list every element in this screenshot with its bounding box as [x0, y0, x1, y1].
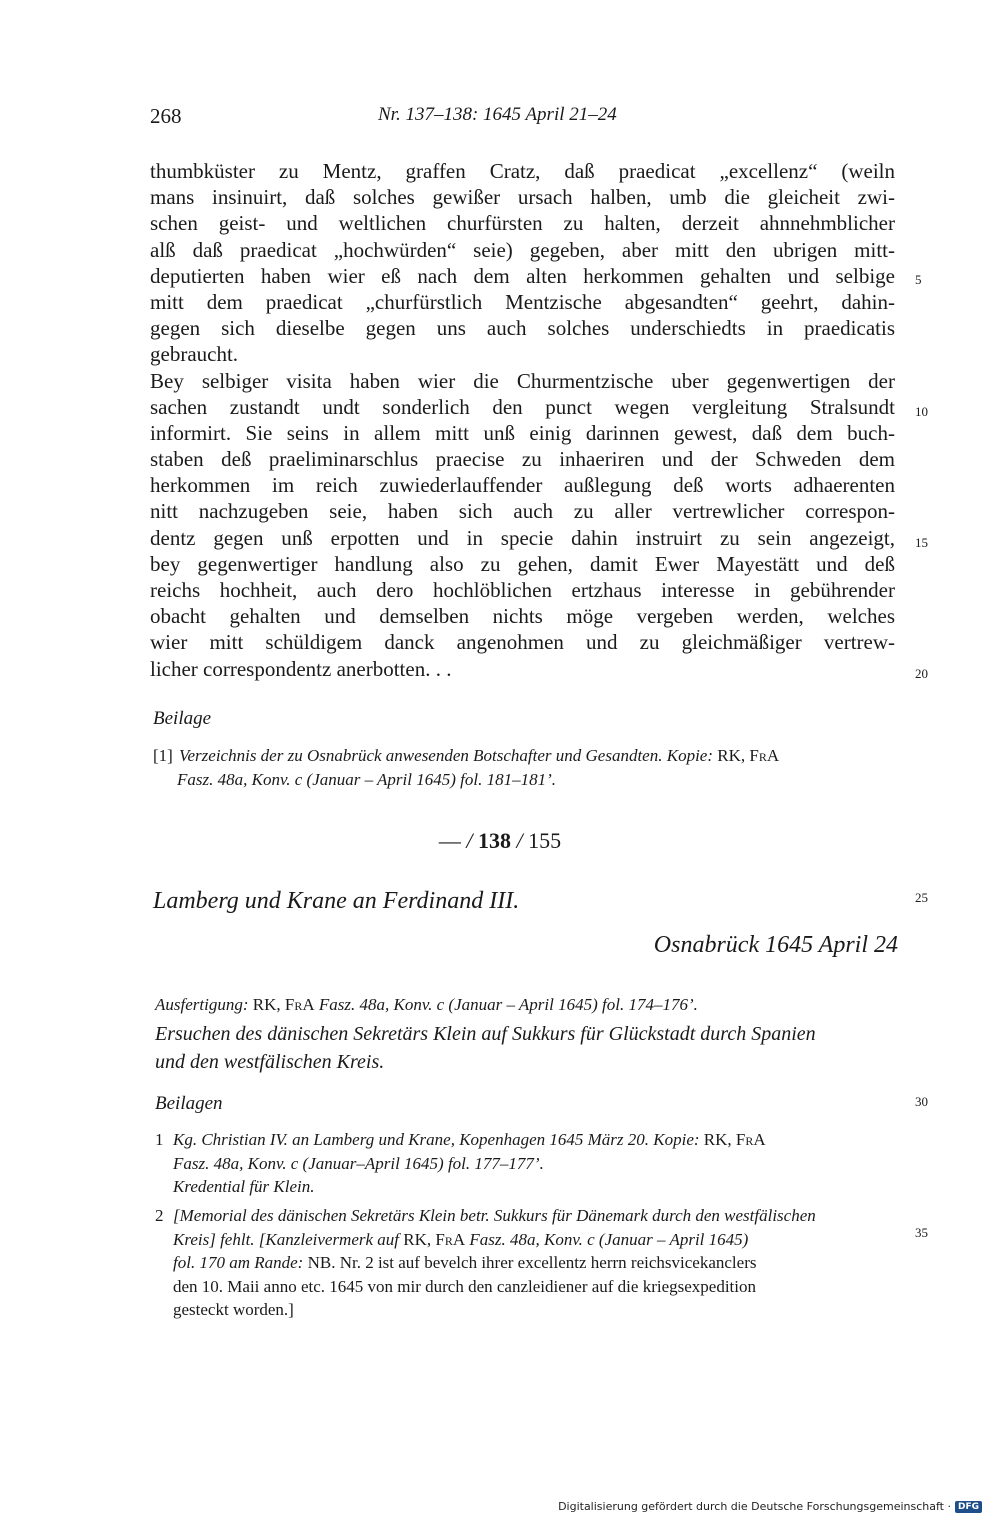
archive-fra: FrA	[284, 995, 315, 1014]
body-line: gegen sich dieselbe gegen uns auch solches underschiedts in praedicatis	[150, 316, 895, 341]
beilagen-item-line: [Memorial des dänischen Sekretärs Klein betr. Sukkurs für Dänemark durch den westfälischen	[173, 1206, 816, 1225]
page-number: 268	[150, 104, 182, 128]
body-line: thumbküster zu Mentz, graffen Cratz, daß praedicat „excellenz“ (weiln	[150, 159, 895, 183]
archive-rk: RK,	[403, 1229, 432, 1249]
beilagen-item-line: gesteckt worden.]	[173, 1300, 294, 1319]
beilagen-item-line: den 10. Maii anno etc. 1645 von mir durch den canzleidiener auf die kriegsexpedition	[173, 1276, 757, 1296]
beilage-entry-line	[179, 744, 898, 768]
beilagen-item-line	[173, 1228, 900, 1252]
line-number-20: 20	[915, 666, 928, 681]
beilagen-item-line	[173, 1251, 900, 1275]
beilagen-item-line	[173, 1128, 900, 1152]
body-line: licher correspondentz anerbotten. . .	[150, 656, 452, 681]
body-line: bey gegenwertiger handlung also zu gehen, damit Ewer Mayestätt und deß	[150, 551, 895, 576]
line-number-30: 30	[915, 1094, 928, 1109]
beilagen-item-number: 1	[155, 1130, 164, 1149]
body-line: sachen zustandt undt sonderlich den punct wegen vergleitung Stralsundt	[150, 394, 895, 419]
beilagen-item-annotation: NB. Nr. 2 ist auf bevelch ihrer excellentz herrn reichsvicekanclers	[307, 1253, 757, 1272]
document-place-date: Osnabrück 1645 April 24	[653, 932, 898, 958]
body-line: gebraucht.	[150, 342, 239, 367]
document-title: Lamberg und Krane an Ferdinand III.	[153, 888, 520, 914]
body-line: nitt nachzugeben seie, haben sich auch zu aller vertrewlicher correspon-	[150, 499, 895, 524]
beilagen-item-line: Fasz. 48a, Konv. c (Januar–April 1645) fol. 177–177’.	[173, 1153, 544, 1173]
body-line: mans insinuirt, daß solches gewißer ursach halben, umb die gleicheit zwi-	[150, 185, 895, 210]
body-line: Bey selbiger visita haben wier die Churmentzische uber gegenwertigen der	[150, 368, 895, 393]
beilagen-item-description: Kg. Christian IV. an Lamberg und Krane, Kopenhagen 1645 März 20. Kopie:	[173, 1130, 700, 1149]
archive-fra: FrA	[735, 1130, 766, 1149]
line-number-25: 25	[915, 890, 928, 905]
footer	[558, 1500, 982, 1513]
regest-line: Ersuchen des dänischen Sekretärs Klein auf Sukkurs für Glückstadt durch Spanien	[155, 1023, 816, 1045]
line-number-15: 15	[915, 535, 928, 550]
doc-number-ref: 155	[528, 828, 562, 853]
line-number-35: 35	[915, 1225, 928, 1240]
beilagen-item-number: 2	[155, 1206, 164, 1225]
ausfertigung-label: Ausfertigung:	[155, 995, 249, 1014]
body-line: informirt. Sie seins in allem mitt unß einig darinnen gewest, daß dem buch-	[150, 420, 895, 445]
body-line: herkommen im reich zuwiederlauffender außlegung deß worts adhaerenten	[150, 473, 895, 498]
beilage-entry-description: Verzeichnis der zu Osnabrück anwesenden Botschafter und Gesandten. Kopie:	[179, 746, 713, 765]
beilagen-item-2	[155, 1204, 900, 1322]
archive-fra: FrA	[435, 1229, 466, 1249]
document-number	[0, 828, 1000, 854]
beilagen-item-line: Kredential für Klein.	[173, 1177, 315, 1196]
beilage-entry-number: [1]	[153, 746, 173, 765]
footer-text: Digitalisierung gefördert durch die Deutsche Forschungsgemeinschaft ·	[558, 1500, 951, 1513]
archive-fra: FrA	[749, 746, 780, 765]
body-line: alß daß praedicat „hochwürden“ seie) gegeben, aber mitt den ubrigen mitt-	[150, 237, 895, 262]
body-line: obacht gehalten und demselben nichts möge vergeben werden, welches	[150, 604, 895, 629]
body-line: dentz gegen unß erpotten und in specie dahin instruirt zu sein angezeigt,	[150, 525, 895, 550]
beilagen-item-location: Fasz. 48a, Konv. c (Januar – April 1645)	[469, 1229, 749, 1249]
doc-number-main: 138	[478, 828, 511, 853]
dfg-logo-icon: DFG	[955, 1501, 982, 1513]
beilage-entry-line: Fasz. 48a, Konv. c (Januar – April 1645) fol. 181–181’.	[177, 770, 557, 789]
running-head: Nr. 137–138: 1645 April 21–24	[378, 104, 617, 125]
ausfertigung-location: Fasz. 48a, Konv. c (Januar – April 1645) fol. 174–176’.	[318, 995, 698, 1014]
archive-rk: RK,	[252, 995, 281, 1014]
doc-number-dash: —	[438, 828, 461, 853]
beilage-entry	[153, 744, 898, 792]
beilagen-item-annotation-label: fol. 170 am Rande:	[173, 1253, 304, 1272]
regest-line: und den westfälischen Kreis.	[155, 1051, 385, 1073]
doc-number-separator: /	[516, 828, 523, 853]
beilagen-item-1	[155, 1128, 900, 1199]
body-line: schen geist- und weltlichen churfürsten zu halten, derzeit ahnnehmblicher	[150, 211, 895, 236]
beilagen-heading: Beilagen	[155, 1093, 223, 1114]
body-line: staben deß praeliminarschlus praecise zu inhaeriren und der Schweden dem	[150, 447, 895, 472]
body-text	[150, 158, 895, 682]
ausfertigung-line	[155, 995, 698, 1015]
body-line: wier mitt schüldigem danck angenohmen und zu gleichmäßiger vertrew-	[150, 630, 895, 655]
archive-rk: RK,	[703, 1130, 732, 1149]
line-number-10: 10	[915, 404, 928, 419]
line-number-5: 5	[915, 272, 922, 287]
page-header	[150, 104, 900, 134]
body-line: mitt dem praedicat „churfürstlich Mentzische abgesandten“ geehrt, dahin-	[150, 289, 895, 314]
beilagen-item-description: Kreis] fehlt. [Kanzleivermerk auf	[173, 1229, 400, 1249]
beilage-heading: Beilage	[153, 708, 212, 729]
body-line: reichs hochheit, auch dero hochlöblichen ertzhaus interesse in gebührender	[150, 578, 895, 602]
regest	[155, 1020, 900, 1076]
doc-number-separator: /	[466, 828, 473, 853]
body-line: deputierten haben wier eß nach dem alten herkommen gehalten und selbige	[150, 263, 895, 288]
archive-rk: RK,	[717, 746, 746, 765]
